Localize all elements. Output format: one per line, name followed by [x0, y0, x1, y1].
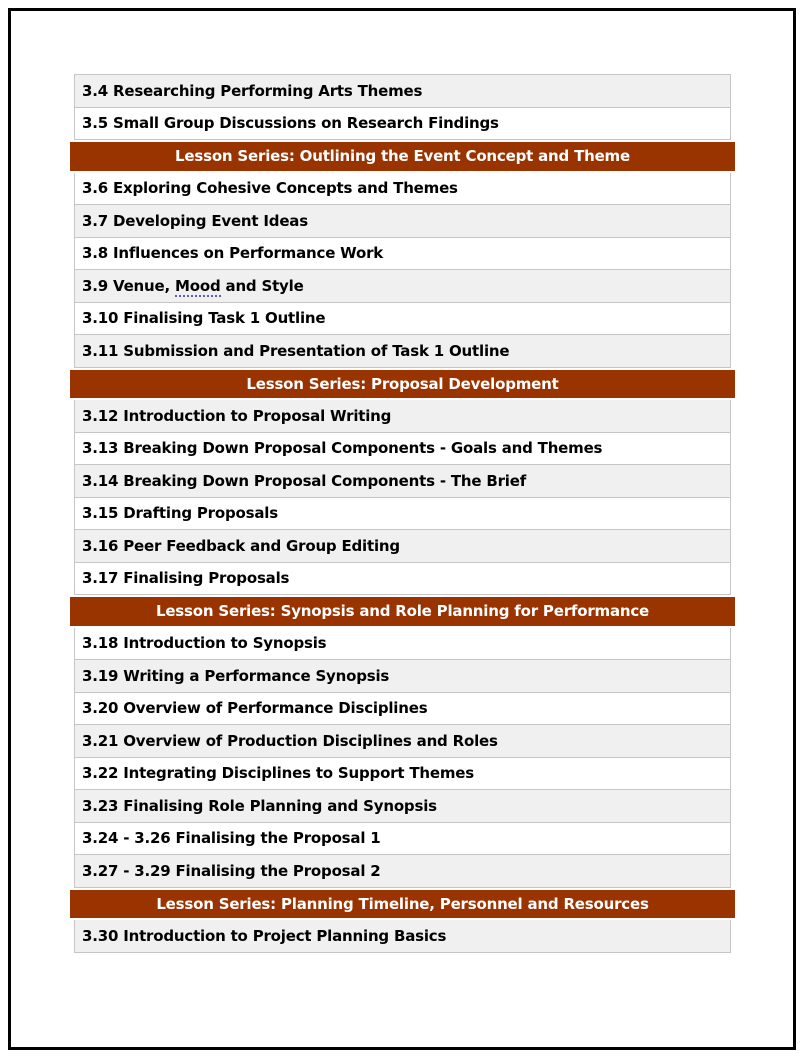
lesson-title: 3.20 Overview of Performance Disciplines	[82, 699, 428, 718]
lesson-title: 3.19 Writing a Performance Synopsis	[82, 666, 390, 685]
lesson-row	[74, 75, 731, 108]
lesson-row	[74, 238, 731, 271]
lesson-title	[82, 277, 304, 295]
lesson-title: 3.16 Peer Feedback and Group Editing	[82, 536, 400, 555]
lesson-title: 3.15 Drafting Proposals	[82, 504, 278, 523]
lesson-title: 3.24 - 3.26 Finalising the Proposal 1	[82, 829, 381, 848]
lesson-title: 3.6 Exploring Cohesive Concepts and Themes	[82, 179, 458, 198]
lesson-row	[74, 303, 731, 336]
lesson-row	[74, 335, 731, 368]
lesson-row	[74, 758, 731, 791]
lesson-title: 3.27 - 3.29 Finalising the Proposal 2	[82, 861, 381, 880]
lesson-row	[74, 205, 731, 238]
lesson-title: 3.8 Influences on Performance Work	[82, 244, 384, 263]
lesson-row	[74, 498, 731, 531]
lesson-title: 3.23 Finalising Role Planning and Synopsis	[82, 796, 437, 815]
lesson-plan-table	[74, 74, 731, 953]
lesson-title-part: 3.9 Venue,	[82, 276, 176, 295]
lesson-row	[74, 433, 731, 466]
lesson-row	[74, 823, 731, 856]
lesson-row	[74, 400, 731, 433]
lesson-row	[74, 108, 731, 141]
lesson-title: 3.22 Integrating Disciplines to Support Themes	[82, 764, 474, 783]
series-title: Lesson Series: Proposal Development	[246, 374, 559, 393]
lesson-series-header-row	[70, 888, 735, 921]
lesson-title: 3.18 Introduction to Synopsis	[82, 634, 327, 653]
lesson-title: 3.12 Introduction to Proposal Writing	[82, 406, 392, 425]
lesson-row	[74, 270, 731, 303]
lesson-title: 3.4 Researching Performing Arts Themes	[82, 81, 423, 100]
lesson-row	[74, 790, 731, 823]
series-title: Lesson Series: Outlining the Event Concept and Theme	[175, 147, 630, 166]
lesson-title: 3.14 Breaking Down Proposal Components - The Brief	[82, 471, 527, 490]
lesson-title: 3.13 Breaking Down Proposal Components - Goals and Themes	[82, 439, 603, 458]
lesson-title: 3.17 Finalising Proposals	[82, 569, 290, 588]
lesson-title: 3.5 Small Group Discussions on Research Findings	[82, 114, 499, 133]
lesson-row	[74, 563, 731, 596]
lesson-title: 3.7 Developing Event Ideas	[82, 211, 308, 230]
lesson-title: 3.11 Submission and Presentation of Task 1 Outline	[82, 341, 510, 360]
series-title: Lesson Series: Planning Timeline, Personnel and Resources	[156, 894, 649, 913]
lesson-row	[74, 628, 731, 661]
lesson-title: 3.30 Introduction to Project Planning Basics	[82, 926, 447, 945]
lesson-title: 3.10 Finalising Task 1 Outline	[82, 309, 326, 328]
lesson-row	[74, 173, 731, 206]
lesson-series-header-row	[70, 140, 735, 173]
lesson-series-header-row	[70, 368, 735, 401]
lesson-title: 3.21 Overview of Production Disciplines and Roles	[82, 731, 498, 750]
lesson-series-header-row	[70, 595, 735, 628]
lesson-row	[74, 530, 731, 563]
lesson-row	[74, 465, 731, 498]
lesson-row	[74, 693, 731, 726]
spellcheck-word: Mood	[175, 276, 221, 295]
lesson-row	[74, 920, 731, 953]
lesson-title-part: and Style	[220, 276, 304, 295]
lesson-row	[74, 725, 731, 758]
series-title: Lesson Series: Synopsis and Role Planning for Performance	[155, 602, 650, 621]
lesson-row	[74, 855, 731, 888]
lesson-row	[74, 660, 731, 693]
